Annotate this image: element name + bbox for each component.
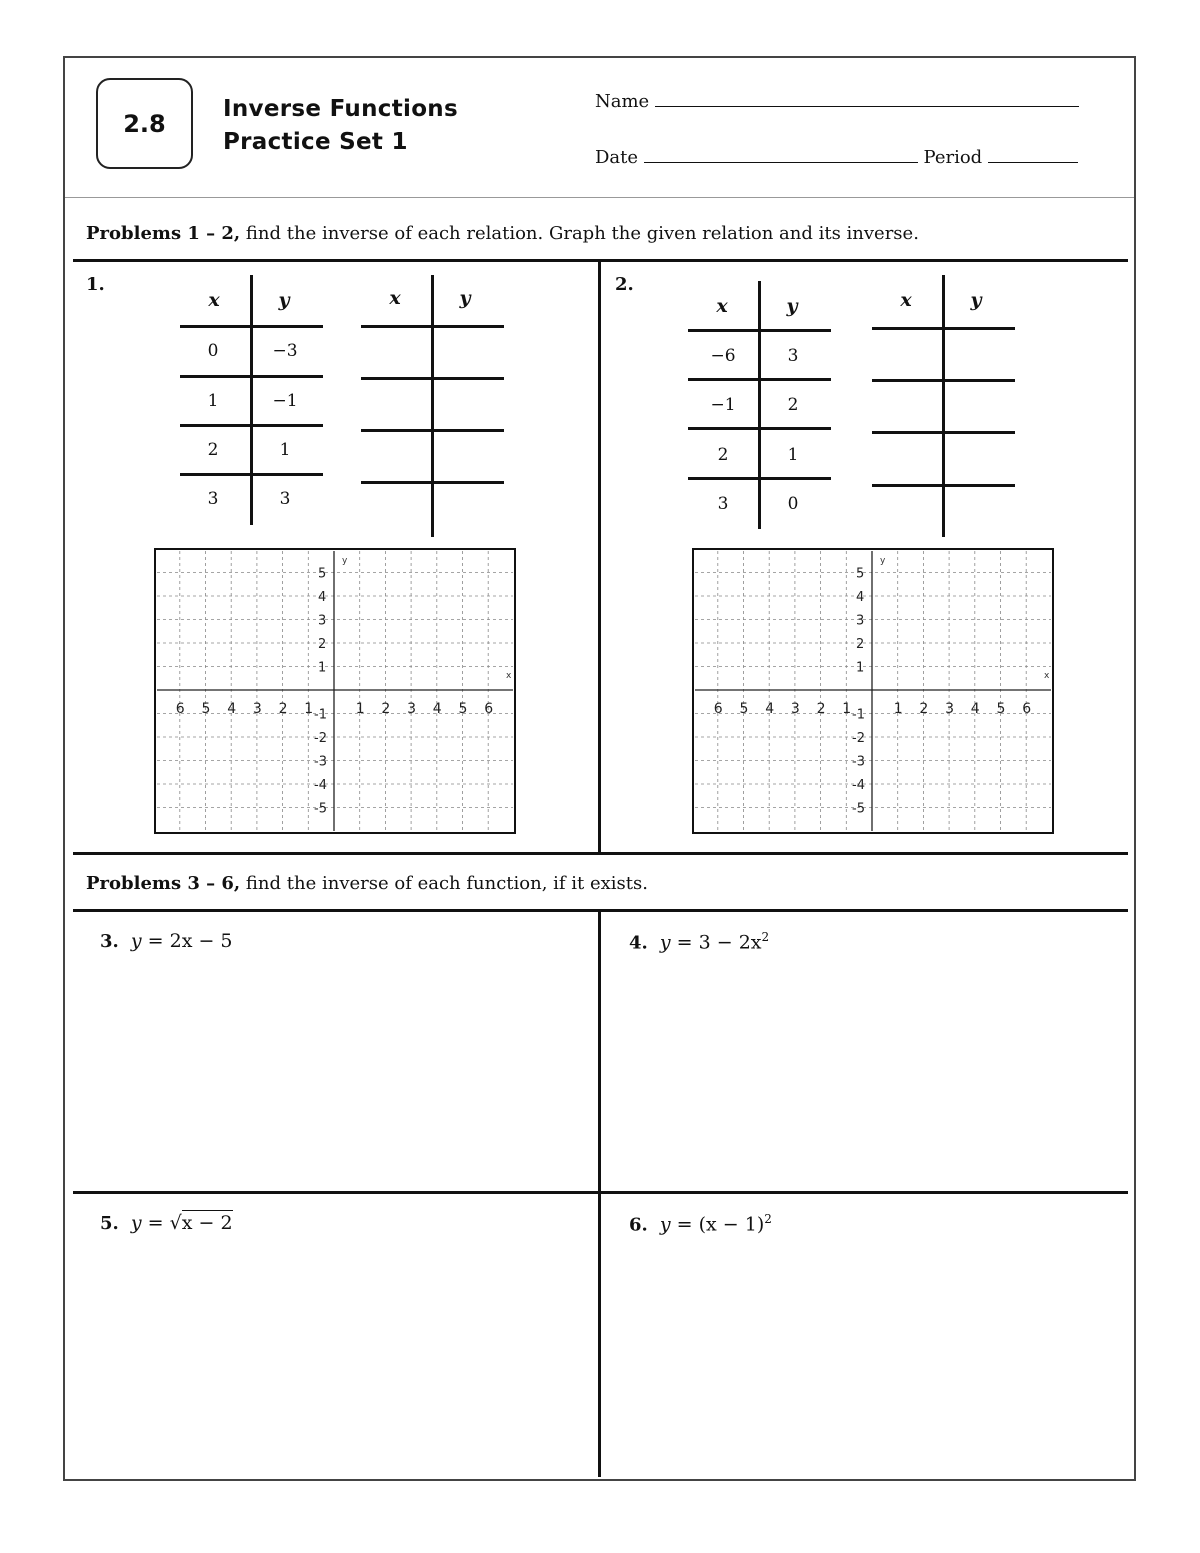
table-rule bbox=[688, 378, 831, 381]
table-rule bbox=[872, 431, 1015, 434]
x-axis-label: x bbox=[1044, 671, 1050, 681]
table-cell: 2 bbox=[717, 445, 729, 465]
table-cell: −3 bbox=[272, 341, 298, 361]
badge-text: 2.8 bbox=[123, 109, 166, 138]
table-rule bbox=[688, 427, 831, 430]
name-label: Name bbox=[595, 91, 650, 112]
x-axis-label: x bbox=[506, 671, 512, 681]
problem-4-lhs: y bbox=[659, 931, 671, 954]
y-tick-label: -1 bbox=[314, 707, 327, 723]
table-vline bbox=[250, 275, 253, 525]
problem-4-rhs: = 3 − 2x bbox=[670, 931, 762, 954]
table-cell: 3 bbox=[787, 346, 799, 366]
name-field[interactable] bbox=[595, 90, 1079, 112]
coordinate-grid[interactable] bbox=[154, 548, 516, 834]
problem-5-number: 5. bbox=[100, 1213, 119, 1234]
y-tick-label: -2 bbox=[852, 731, 865, 746]
y-tick-label: -3 bbox=[852, 754, 865, 770]
x-tick-label: 1 bbox=[355, 701, 365, 717]
sqrt-symbol: √ bbox=[169, 1212, 182, 1234]
y-tick-label: -5 bbox=[852, 801, 865, 817]
section1-bottom-rule bbox=[73, 852, 1128, 855]
x-tick-label: 1 bbox=[893, 701, 903, 717]
x-tick-label: 4 bbox=[227, 701, 237, 717]
table-rule bbox=[688, 477, 831, 480]
table-vline bbox=[758, 281, 761, 529]
y-tick-label: -2 bbox=[314, 731, 327, 746]
x-tick-label: 6 bbox=[484, 701, 494, 717]
table-vline bbox=[431, 275, 434, 537]
y-tick-label: -4 bbox=[314, 778, 327, 793]
table-cell: 2 bbox=[207, 440, 219, 460]
y-axis-label: y bbox=[342, 556, 348, 566]
x-tick-label: 5 bbox=[201, 701, 211, 717]
table-rule bbox=[361, 377, 504, 380]
table-cell: −6 bbox=[710, 346, 736, 366]
y-tick-label: -3 bbox=[314, 754, 327, 770]
y-tick-label: 5 bbox=[856, 566, 865, 582]
problem-1-graph[interactable] bbox=[154, 548, 516, 838]
table-vline bbox=[942, 275, 945, 537]
x-header: x bbox=[716, 295, 728, 317]
y-header: y bbox=[970, 289, 982, 311]
y-tick-label: -4 bbox=[852, 778, 865, 793]
x-tick-label: 3 bbox=[790, 701, 800, 717]
problem-4-number: 4. bbox=[629, 932, 648, 954]
problem-2-table bbox=[688, 281, 833, 531]
x-tick-label: 1 bbox=[842, 701, 852, 717]
section1-divider bbox=[598, 262, 601, 852]
coordinate-grid[interactable] bbox=[692, 548, 1054, 834]
table-rule bbox=[180, 473, 323, 476]
problem-5-radicand: x − 2 bbox=[181, 1212, 233, 1234]
graph-border bbox=[693, 549, 1053, 833]
table-cell: 3 bbox=[207, 489, 219, 509]
problem-6-rhs: = (x − 1) bbox=[670, 1213, 765, 1236]
x-tick-label: 3 bbox=[407, 701, 417, 717]
instruction-2 bbox=[86, 873, 648, 894]
y-header: y bbox=[786, 295, 798, 317]
problem-2-number: 2. bbox=[615, 274, 634, 295]
header-divider bbox=[65, 197, 1134, 198]
problem-1-number: 1. bbox=[86, 274, 105, 295]
title-line-1: Inverse Functions bbox=[223, 96, 458, 122]
table-cell: 2 bbox=[787, 395, 799, 415]
problem-5[interactable] bbox=[100, 1212, 233, 1234]
table-cell: −1 bbox=[272, 391, 298, 411]
y-header: y bbox=[278, 289, 290, 311]
table-cell: 1 bbox=[279, 440, 291, 460]
table-rule bbox=[180, 424, 323, 427]
period-label: Period bbox=[923, 147, 983, 168]
graph-border bbox=[155, 549, 515, 833]
y-tick-label: 1 bbox=[856, 660, 865, 676]
x-tick-label: 6 bbox=[1022, 701, 1032, 717]
name-line[interactable] bbox=[655, 90, 1079, 107]
x-tick-label: 3 bbox=[945, 701, 955, 717]
x-tick-label: 1 bbox=[304, 701, 314, 717]
problem-3-rhs: = 2x − 5 bbox=[141, 930, 233, 952]
y-tick-label: 2 bbox=[856, 637, 865, 652]
problem-3-lhs: y bbox=[130, 930, 142, 952]
x-tick-label: 6 bbox=[713, 701, 723, 717]
y-tick-label: -1 bbox=[852, 707, 865, 723]
section2-divider bbox=[598, 912, 601, 1477]
date-label: Date bbox=[595, 147, 639, 168]
problem-6[interactable] bbox=[629, 1212, 772, 1235]
problem-5-lhs: y bbox=[130, 1212, 142, 1234]
table-rule bbox=[872, 327, 1015, 330]
problem-2-inverse-table[interactable] bbox=[872, 275, 1017, 537]
instruction-1-bold: Problems 1 – 2, bbox=[86, 223, 241, 244]
x-tick-label: 6 bbox=[175, 701, 185, 717]
y-tick-label: 3 bbox=[856, 613, 865, 629]
problem-1-table bbox=[180, 275, 325, 525]
y-tick-label: -5 bbox=[314, 801, 327, 817]
section2-mid-rule bbox=[73, 1191, 1128, 1194]
period-line[interactable] bbox=[988, 146, 1078, 163]
y-tick-label: 1 bbox=[318, 660, 327, 676]
y-tick-label: 3 bbox=[318, 613, 327, 629]
problem-6-exponent: 2 bbox=[764, 1212, 772, 1226]
table-rule bbox=[361, 481, 504, 484]
problem-6-lhs: y bbox=[659, 1213, 671, 1236]
problem-2-graph[interactable] bbox=[692, 548, 1054, 838]
table-cell: 3 bbox=[279, 489, 291, 509]
x-tick-label: 2 bbox=[278, 701, 288, 717]
table-cell: 1 bbox=[207, 391, 219, 411]
problem-5-equals: = bbox=[141, 1212, 170, 1234]
x-tick-label: 2 bbox=[919, 701, 929, 717]
x-tick-label: 4 bbox=[970, 701, 980, 717]
x-tick-label: 2 bbox=[381, 701, 391, 717]
x-tick-label: 2 bbox=[816, 701, 826, 717]
section-badge bbox=[96, 78, 193, 169]
problem-1-inverse-table[interactable] bbox=[361, 275, 506, 537]
x-tick-label: 4 bbox=[765, 701, 775, 717]
y-tick-label: 4 bbox=[856, 590, 865, 605]
problem-3-number: 3. bbox=[100, 931, 119, 952]
y-tick-label: 4 bbox=[318, 590, 327, 605]
x-header: x bbox=[389, 287, 401, 309]
y-tick-label: 2 bbox=[318, 637, 327, 652]
title-line-2: Practice Set 1 bbox=[223, 129, 408, 155]
problem-6-number: 6. bbox=[629, 1214, 648, 1236]
y-axis-label: y bbox=[880, 556, 886, 566]
table-rule bbox=[872, 484, 1015, 487]
table-cell: 3 bbox=[717, 494, 729, 514]
x-tick-label: 5 bbox=[996, 701, 1006, 717]
table-cell: −1 bbox=[710, 395, 736, 415]
x-header: x bbox=[208, 289, 220, 311]
date-field[interactable] bbox=[595, 146, 1078, 168]
table-rule bbox=[361, 429, 504, 432]
y-header: y bbox=[459, 287, 471, 309]
x-tick-label: 3 bbox=[252, 701, 262, 717]
instruction-1-text: find the inverse of each relation. Graph the given relation and its inverse. bbox=[240, 223, 919, 244]
instruction-1 bbox=[86, 223, 919, 244]
problem-4-exponent: 2 bbox=[761, 930, 770, 944]
x-tick-label: 5 bbox=[739, 701, 749, 717]
table-rule bbox=[180, 375, 323, 378]
table-rule bbox=[872, 379, 1015, 382]
table-cell: 0 bbox=[207, 341, 219, 361]
instruction-2-text: find the inverse of each function, if it exists. bbox=[240, 873, 648, 894]
problem-3[interactable] bbox=[100, 930, 233, 952]
x-tick-label: 5 bbox=[458, 701, 468, 717]
x-tick-label: 4 bbox=[432, 701, 442, 717]
table-cell: 1 bbox=[787, 445, 799, 465]
table-rule bbox=[688, 329, 831, 332]
x-header: x bbox=[900, 289, 912, 311]
table-rule bbox=[180, 325, 323, 328]
problem-4[interactable] bbox=[629, 930, 769, 953]
instruction-2-bold: Problems 3 – 6, bbox=[86, 873, 241, 894]
y-tick-label: 5 bbox=[318, 566, 327, 582]
date-line[interactable] bbox=[644, 146, 918, 163]
table-cell: 0 bbox=[787, 494, 799, 514]
table-rule bbox=[361, 325, 504, 328]
